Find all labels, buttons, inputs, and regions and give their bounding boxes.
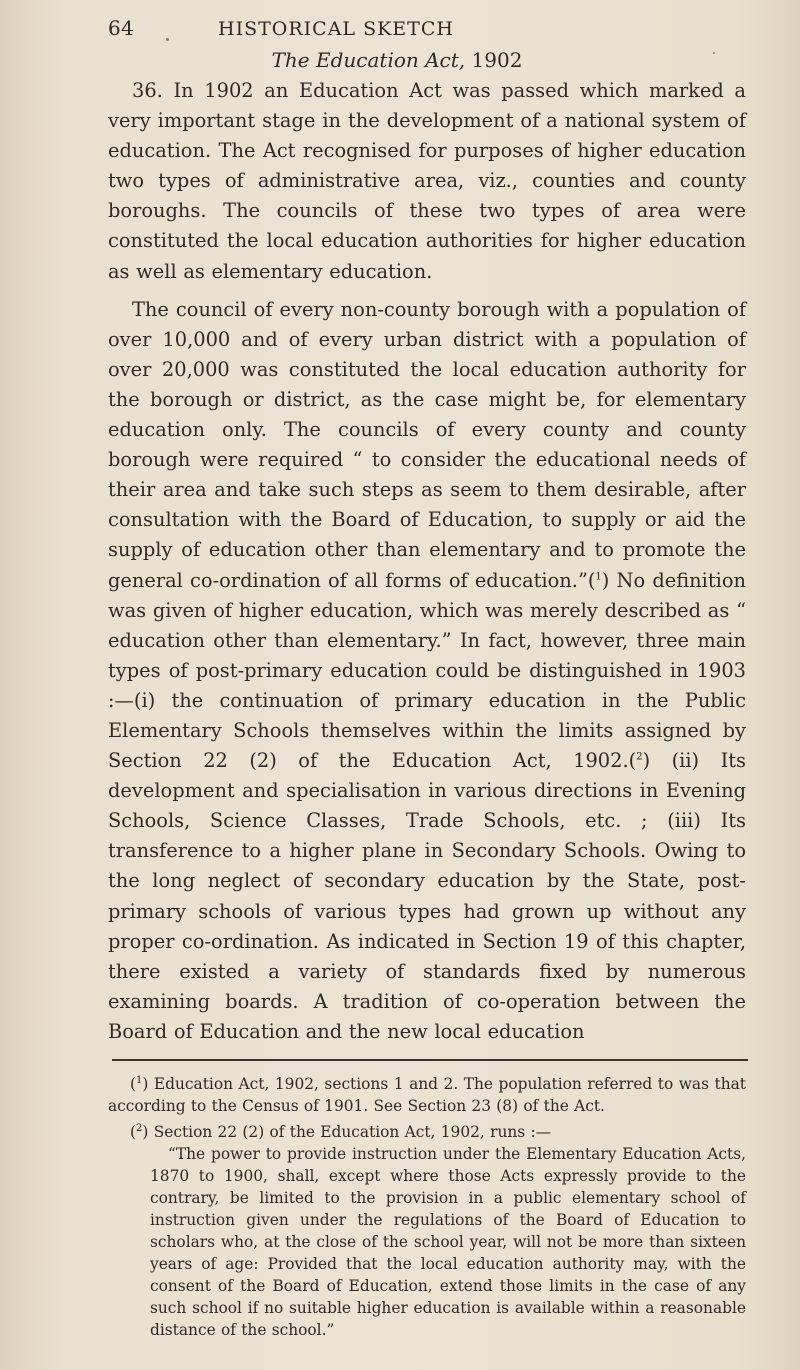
running-title: HISTORICAL SKETCH (218, 18, 454, 40)
footnote-marker-2: 2 (136, 1122, 143, 1134)
paragraph-local-authorities (108, 295, 746, 1047)
footnote-ref-1[interactable]: 1 (595, 571, 602, 583)
section-heading-year: 1902 (471, 48, 523, 72)
book-page (108, 16, 746, 1341)
footnote-ref-2[interactable]: 2 (636, 751, 643, 763)
footnote-1-text: Education Act, 1902, sections 1 and 2. The population referred to was that according to the Census of 1901. See Section 23 (8) of the Act. (108, 1075, 746, 1115)
section-heading-title: The Education Act, (271, 48, 466, 72)
footnote-2-text: Section 22 (2) of the Education Act, 1902, runs :— (148, 1123, 552, 1141)
running-head (108, 16, 746, 46)
footnote-2: ($^2$) Section 22 (2) of the Education Act, 1902, runs :— (130, 1122, 552, 1141)
footnote-divider (112, 1059, 748, 1061)
paragraph-text: ) (ii) Its development and specialisation in various directions in Evening Schools, Science Classes, Trade Schools, etc. ; (iii) Its transference to a higher plane in Secondary Schools. Owing to the long neglect of secondary education by the State, post-primary schools of various types had grown up without any proper co-ordination. As indicated in Section 19 of this chapter, there existed a variety of standards fixed by numerous examining boards. A tradition of co-operation between the Board of Education and the new local education (108, 749, 746, 1043)
footnote-1: ($^1$) Education Act, 1902, sections 1 and 2. The population referred to was that according to the Census of 1901. See Section 23 (8) of the Act. (108, 1074, 746, 1115)
paragraph-text: The council of every non-county borough with a population of over 10,000 and of every urban district with a population of over 20,000 was constituted the local education authority for the borough or district, as the case might be, for elementary education only. The councils of every county and county borough were required “ to consider the educational needs of their area and take such steps as seem to them desirable, after consultation with the Board of Education, to supply or aid the supply of education other than elementary and to promote the general co-ordination of all forms of education.”( (108, 297, 746, 592)
footnote-2-quote: “The power to provide instruction under the Elementary Education Acts, 1870 to 1900, shall, except where those Acts expressly provide to the contrary, be limited to the provision in a public elementary school of instruction given under the regulations of the Board of Education to scholars who, at the close of the school year, will not be more than sixteen years of age: Provided that the local education authority may, with the consent of the Board of Education, extend those limits in the case of any such school if no suitable higher education is available within a reasonable distance of the school.” (150, 1145, 746, 1339)
footnote-marker-1: 1 (136, 1074, 143, 1086)
paragraph-36: 36. In 1902 an Education Act was passed which marked a very important stage in the development of a national system of education. The Act recognised for purposes of higher education two types of administrative area, viz., counties and county boroughs. The councils of these two types of area were constituted the local education authorities for higher education as well as elementary education. (108, 79, 746, 283)
paragraph-text: ) No definition was given of higher education, which was merely described as “ education other than elementary.” In fact, however, three main types of post-primary education could be distinguished in 1903 :—(i) the continuation of primary education in the Public Elementary Schools themselves within the limits assigned by Section 22 (2) of the Education Act, 1902.( (108, 568, 746, 773)
section-heading (108, 48, 746, 76)
page-number: 64 (108, 16, 135, 40)
